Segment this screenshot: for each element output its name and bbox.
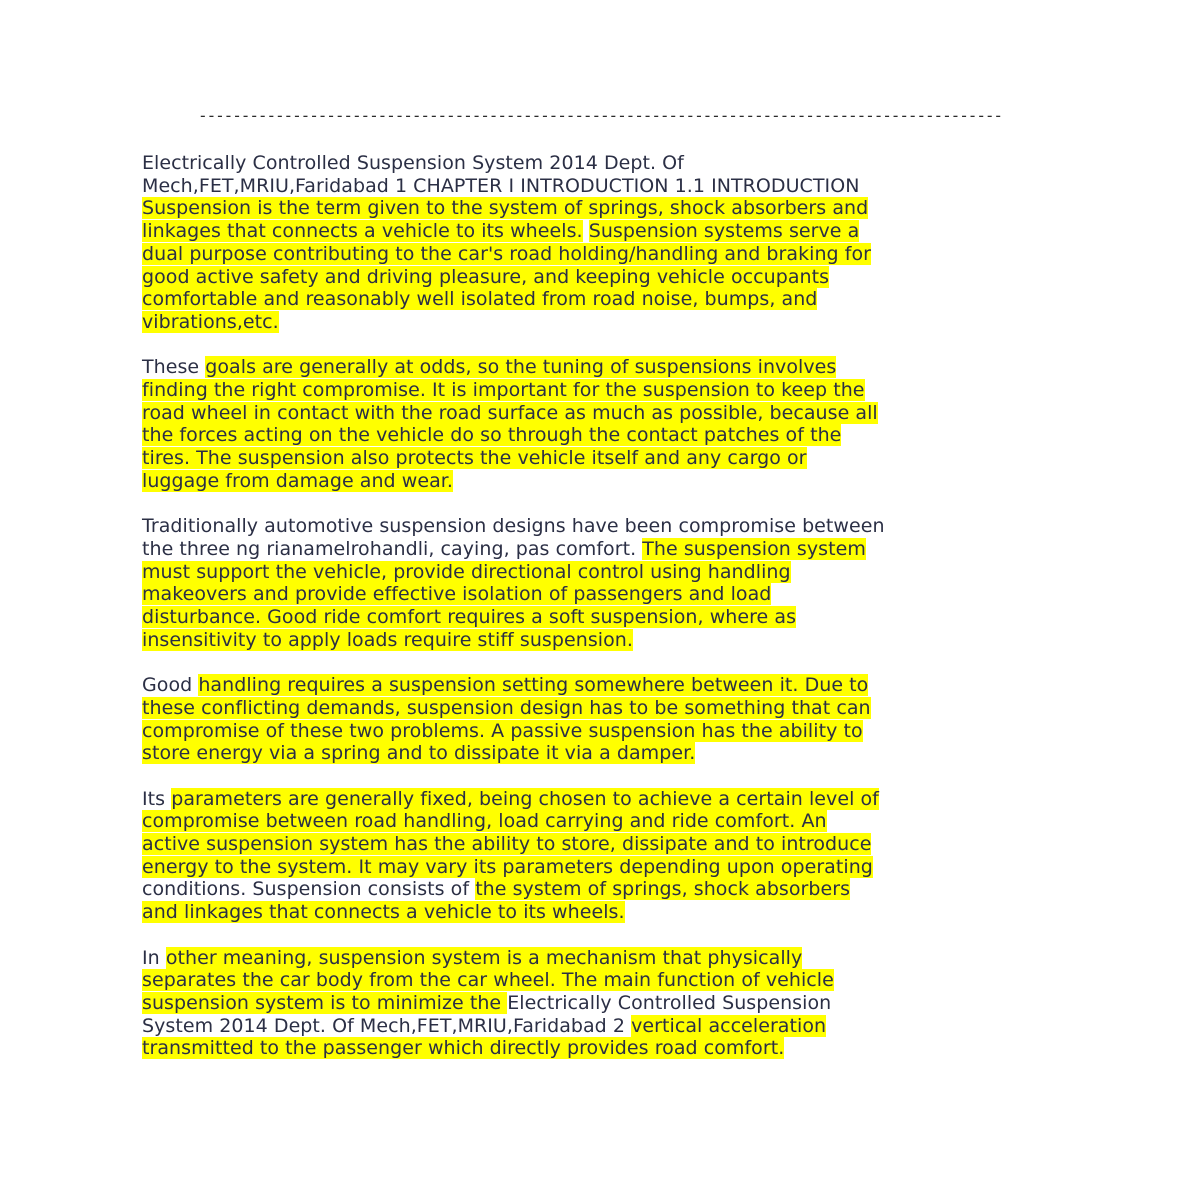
highlighted-text: disturbance. Good ride comfort requires a soft suspension, where as (142, 606, 797, 629)
plain-text: conditions. Suspension consists of (142, 878, 476, 901)
text-line (142, 606, 1072, 629)
highlighted-text: vertical acceleration (631, 1014, 827, 1037)
highlighted-text: finding the right compromise. It is important for the suspension to keep the (142, 379, 865, 402)
highlighted-text: insensitivity to apply loads require stiff suspension. (142, 628, 633, 651)
text-line (142, 356, 1072, 379)
text-line (142, 266, 1072, 289)
highlighted-text: and linkages that connects a vehicle to its wheels. (142, 901, 625, 924)
text-line (142, 833, 1072, 856)
highlighted-text: linkages that connects a vehicle to its wheels. (142, 220, 583, 243)
highlighted-text: tires. The suspension also protects the vehicle itself and any cargo or (142, 447, 807, 470)
text-line (142, 515, 1072, 538)
text-line (142, 152, 1072, 175)
text-line (142, 969, 1072, 992)
plain-text: These (142, 356, 206, 379)
plain-text: Electrically Controlled Suspension System 2014 Dept. Of (142, 152, 684, 174)
text-line (142, 447, 1072, 470)
text-line (142, 243, 1072, 266)
plain-text: Good (142, 674, 199, 697)
plain-text (583, 220, 589, 242)
highlighted-text: compromise between road handling, load carrying and ride comfort. An (142, 810, 827, 833)
plain-text: Traditionally automotive suspension designs have been compromise between (142, 515, 885, 538)
highlighted-text: handling requires a suspension setting somewhere between it. Due to (198, 674, 869, 697)
divider-line: ---------------------------------------------------------------------------------------------- (198, 106, 1002, 125)
paragraph (142, 788, 1072, 924)
text-line (142, 583, 1072, 606)
highlighted-text: makeovers (142, 583, 253, 606)
text-line (142, 992, 1072, 1015)
highlighted-text: Suspension is the term given to the system of springs, shock absorbers and (142, 197, 869, 220)
text-line (142, 629, 1072, 652)
paragraph (142, 356, 1072, 492)
highlighted-text: vibrations,etc. (142, 310, 279, 333)
highlighted-text: holding/handling and braking for (558, 242, 872, 265)
plain-text: Mech,FET,MRIU,Faridabad 1 CHAPTER I INTRODUCTION 1.1 INTRODUCTION (142, 174, 860, 197)
text-line (142, 901, 1072, 924)
highlighted-text: good active safety and driving pleasure, and keeping vehicle occupants (142, 265, 830, 288)
highlighted-text: the forces acting on the vehicle do so through the contact patches of the (142, 424, 842, 447)
text-line (142, 856, 1072, 879)
highlighted-text: Suspension systems serve a (588, 220, 860, 243)
text-line (142, 402, 1072, 425)
highlighted-text: parameters are generally fixed, being chosen to achieve a certain level of (171, 787, 879, 810)
paragraph (142, 674, 1072, 765)
text-line (142, 1015, 1072, 1038)
text-line (142, 878, 1072, 901)
text-line (142, 197, 1072, 220)
plain-text: the three ng rianamelrohandli, caying, pas comfort. (142, 537, 643, 560)
highlighted-text: transmitted to the passenger which directly provides road comfort. (142, 1037, 785, 1060)
text-line (142, 1037, 1072, 1060)
text-line (142, 697, 1072, 720)
text-line (142, 470, 1072, 493)
plain-text: System 2014 Dept. Of Mech,FET,MRIU,Faridabad 2 (142, 1014, 632, 1037)
highlighted-text: contributing to the car's road (272, 242, 559, 265)
text-line (142, 311, 1072, 334)
highlighted-text: luggage from damage and wear. (142, 469, 453, 492)
highlighted-text: goals are generally at odds, so the tuning of suspensions involves (205, 356, 837, 379)
text-line (142, 424, 1072, 447)
text-line (142, 220, 1072, 243)
text-line (142, 561, 1072, 584)
document-body (142, 152, 1072, 1083)
highlighted-text: separates the car body from the car wheel. The main function of vehicle (142, 969, 834, 992)
highlighted-text: other meaning, suspension system is a mechanism that physically (165, 946, 803, 969)
text-line (142, 175, 1072, 198)
highlighted-text: road wheel in contact with the road surface as much as possible, because all (142, 401, 878, 424)
text-line (142, 742, 1072, 765)
plain-text: Its (142, 787, 172, 810)
highlighted-text: dual purpose (142, 242, 273, 265)
text-line (142, 674, 1072, 697)
highlighted-text: these conflicting demands, suspension design has to be something that can (142, 696, 871, 719)
highlighted-text: suspension system is to minimize the (142, 991, 508, 1014)
highlighted-text: must support the vehicle, provide directional control using handling (142, 560, 791, 583)
paragraph (142, 515, 1072, 651)
text-line (142, 947, 1072, 970)
text-line (142, 538, 1072, 561)
highlighted-text: comfortable and reasonably well isolated from road noise, bumps, and (142, 288, 818, 311)
highlighted-text: The suspension system (642, 537, 866, 560)
highlighted-text: compromise of these two problems. A passive suspension has the ability to (142, 719, 863, 742)
paragraph (142, 947, 1072, 1061)
highlighted-text: the system of springs, shock absorbers (475, 878, 851, 901)
highlighted-text: active suspension system has the ability to store, dissipate and to introduce (142, 833, 872, 856)
plain-text: Electrically Controlled Suspension (507, 991, 832, 1014)
plain-text: In (142, 946, 166, 969)
highlighted-text: energy to the system. It may vary its parameters depending upon operating (142, 855, 873, 878)
text-line (142, 810, 1072, 833)
text-line (142, 788, 1072, 811)
paragraph (142, 152, 1072, 334)
text-line (142, 720, 1072, 743)
highlighted-text: and provide effective isolation of passengers and load (252, 583, 772, 606)
text-line (142, 288, 1072, 311)
text-line (142, 379, 1072, 402)
highlighted-text: store energy via a spring and to dissipate it via a damper. (142, 742, 696, 765)
